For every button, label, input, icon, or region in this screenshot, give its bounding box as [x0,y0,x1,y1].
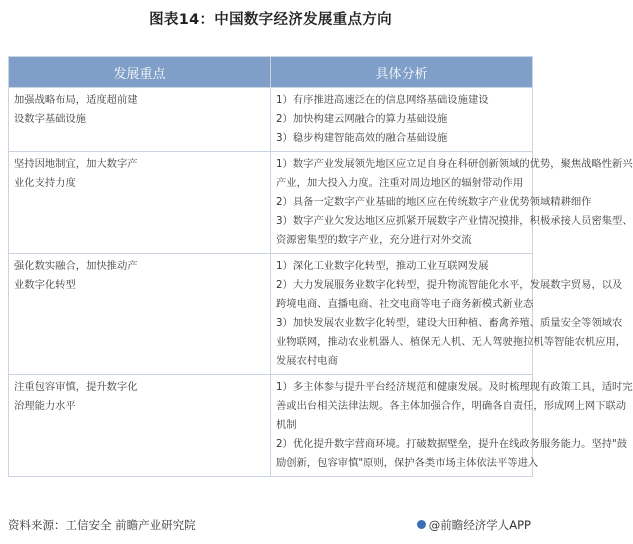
focus-line: 强化数实融合，加快推动产 [14,260,138,272]
analysis-cell [271,152,633,254]
analysis-line: 3）加快发展农业数字化转型，建设大田种植、畜禽养殖、质量安全等领域农 [276,317,623,329]
focus-cell [9,375,271,477]
focus-cell [9,152,271,254]
focus-line: 设数字基础设施 [14,113,87,125]
analysis-line: 善或出台相关法律法规。各主体加强合作，明确各自责任，形成网上网下联动 [276,400,627,412]
header-focus: 发展重点 [9,57,271,88]
table-header-row [9,57,533,88]
header-analysis: 具体分析 [271,57,533,88]
analysis-line: 1）有序推进高速泛在的信息网络基础设施建设 [276,94,489,106]
footer [8,515,533,535]
analysis-line: 2）优化提升数字营商环境。打破数据壁垒，提升在线政务服务能力。坚持"鼓 [276,438,628,450]
analysis-line: 发展农村电商 [276,355,338,367]
focus-line: 加强战略布局，适度超前建 [14,94,138,106]
analysis-line: 资源密集型的数字产业，充分进行对外交流 [276,234,472,246]
focus-line: 注重包容审慎，提升数字化 [14,381,138,393]
analysis-line: 3）稳步构建智能高效的融合基础设施 [276,132,448,144]
focus-line: 业化支持力度 [14,177,76,189]
analysis-line: 励创新，包容审慎"原则，保护各类市场主体依法平等进入 [276,457,539,469]
analysis-line: 1）深化工业数字化转型，推动工业互联网发展 [276,260,489,272]
focus-line: 业数字化转型 [14,279,76,291]
brand-credit [417,517,531,533]
analysis-line: 1）多主体参与提升平台经济规范和健康发展。及时梳理现有政策工具，适时完 [276,381,633,393]
source-note: 资料来源：工信安全 前瞻产业研究院 [8,518,196,532]
focus-cell [9,88,271,152]
analysis-cell [271,375,633,477]
focus-cell [9,254,271,375]
table-row [9,152,533,254]
analysis-line: 1）数字产业发展领先地区应立足自身在科研创新领域的优势，聚焦战略性新兴 [276,158,633,170]
brand-label: @前瞻经济学人APP [428,518,531,532]
table-row [9,375,533,477]
analysis-line: 3）数字产业欠发达地区应抓紧开展数字产业情况摸排，积极承接人员密集型、 [276,215,633,227]
analysis-line: 业物联网，推动农业机器人、植保无人机、无人驾驶拖拉机等智能农机应用， [276,336,627,348]
qianzhan-logo-icon [417,520,426,529]
analysis-line: 2）大力发展服务业数字化转型，提升物流智能化水平，发展数字贸易，以及 [276,279,623,291]
analysis-cell [271,254,627,375]
analysis-line: 2）加快构建云网融合的算力基础设施 [276,113,448,125]
chart-title: 图表14：中国数字经济发展重点方向 [149,12,392,28]
analysis-line: 机制 [276,419,297,431]
analysis-cell [271,88,533,152]
analysis-line: 2）具备一定数字产业基础的地区应在传统数字产业优势领域精耕细作 [276,196,592,208]
table-row [9,88,533,152]
focus-table [8,56,633,477]
focus-line: 治理能力水平 [14,400,76,412]
analysis-line: 产业，加大投入力度。注重对周边地区的辐射带动作用 [276,177,524,189]
analysis-line: 跨境电商、直播电商、社交电商等电子商务新模式新业态 [276,298,534,310]
table-row [9,254,533,375]
focus-line: 坚持因地制宜，加大数字产 [14,158,138,170]
